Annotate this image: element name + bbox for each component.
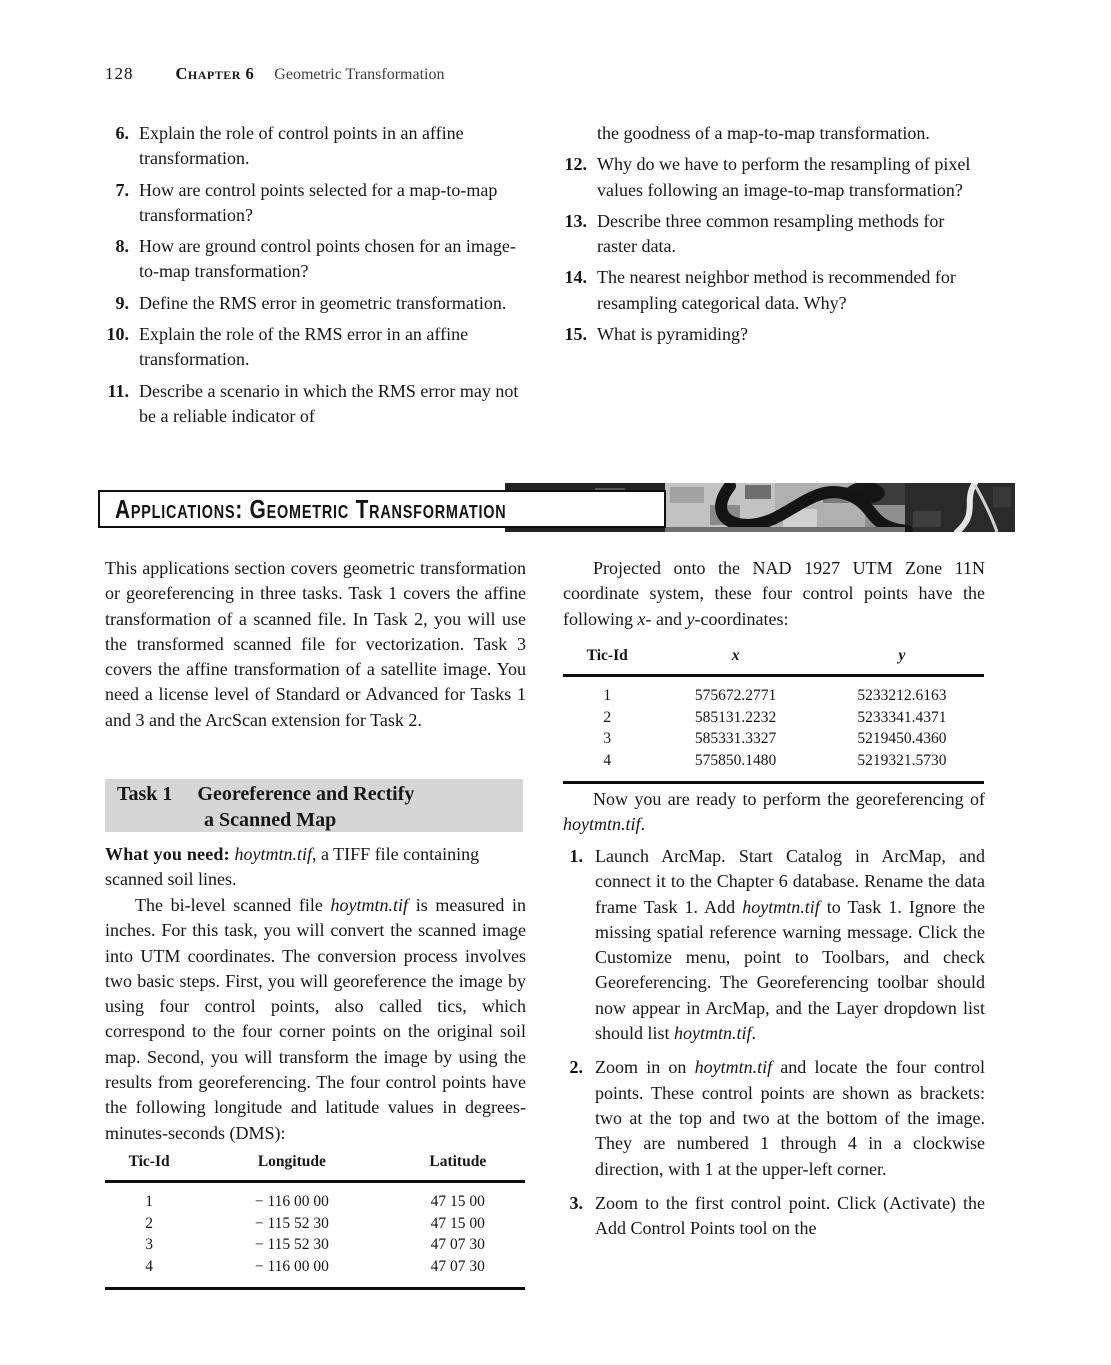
table-header-cell: Longitude [193,1148,390,1182]
page-number: 128 [105,64,134,83]
question-item [105,178,526,229]
question-number: 6. [115,123,129,143]
italic-text: y [898,647,906,664]
table-body [105,1182,525,1289]
step-item [563,1191,985,1242]
utm-coordinates-table [563,642,984,784]
italic-text: x [731,647,740,664]
question-item [563,152,984,203]
table-cell: − 116 00 00 [254,1257,329,1275]
text-segment: Zoom in on [595,1057,695,1078]
table-header-row [563,642,984,676]
question-item [105,121,526,172]
question-number: 15. [564,324,587,345]
task1-title-line1: Georeference and Rectify [197,783,415,805]
table-header-cell [651,642,819,676]
italic-text: hoytmtn.tif [330,895,409,915]
georeferencing-ready-paragraph [563,787,985,838]
table-cell: − 115 52 30 [254,1236,329,1253]
question-item [105,234,526,285]
table-header-cell: Tic-Id [563,642,651,676]
table-head [563,642,984,676]
table-cell: 575850.1480 [694,751,777,769]
question-text: Explain the role of the RMS error in an affine transformation. [139,324,469,370]
table-header-cell: Tic-Id [105,1148,193,1182]
scanned-file-paragraph [105,893,526,1146]
italic-text: hoytmtn.tif [742,896,820,917]
table-row [563,728,984,750]
text-segment: Zoom to the first control point. Click (Activate) the Add Control Points tool on the [595,1192,985,1239]
table-row [105,1213,525,1235]
table-row [105,1234,525,1256]
table-header-row [105,1148,525,1182]
table-cell: 3 [603,730,612,747]
step-item [563,1055,985,1181]
table-cell: 5233341.4371 [857,708,947,726]
question-number: 8. [115,236,129,257]
table-cell: 2 [145,1214,153,1232]
question-number: 14. [564,267,587,288]
question-item [105,322,526,373]
question-number: 9. [115,292,129,313]
question-text: Describe three common resampling methods for raster data. [597,210,945,257]
question-item [105,291,526,316]
table-cell: 585331.3327 [694,730,777,747]
question-text: Describe a scenario in which the RMS error may not be a reliable indicator of [139,380,519,426]
italic-text: y [686,608,695,629]
table-cell: 47 07 30 [430,1257,485,1275]
table-cell: 5219450.4360 [857,730,947,747]
text-segment: . [640,814,645,835]
page-header [105,64,445,84]
task1-title-line1-row [117,781,523,807]
question-item [563,209,984,260]
task1-title-line2: a Scanned Map [204,809,337,831]
table-row [563,750,984,783]
what-you-need-paragraph [105,842,526,893]
utm-intro-paragraph [563,556,985,632]
question-number: 10. [106,324,129,345]
table-cell: 1 [145,1193,153,1210]
question-text: Why do we have to perform the resampling of pixel values following an image-to-map transformation? [597,154,971,200]
data-table [563,642,984,784]
italic-text: hoytmtn.tif [674,1023,752,1044]
chapter-label: Chapter 6 [175,64,255,83]
text-segment: to Task 1. Ignore the missing spatial reference warning message. Click the Customize menu, point to Toolbars, and check Georeferencing. The Georeferencing toolbar should now appear in ArcMap, and the Layer dropdown list should list [595,896,985,1044]
table-head [105,1148,525,1182]
text-segment: and locate the four control points. These control points are shown as brackets: two at the top and two at the bottom of the image. They are numbered 1 through 4 in a clockwise direction, with 1 at the upper-left corner. [595,1057,985,1179]
question-number: 7. [115,179,129,200]
table-cell: 4 [603,751,612,769]
italic-text: hoytmtn.tif [694,1057,773,1078]
table-cell: 47 15 00 [430,1193,485,1210]
question-text: How are ground control points chosen for an image-to-map transformation? [139,236,516,282]
applications-banner-title: Applications: Geometric Transformation [115,493,507,524]
question-text: Explain the role of control points in an affine transformation. [139,123,464,169]
text-segment: is measured in inches. For this task, you will convert the scanned image into UTM coordinates. The conversion process involves two basic steps. First, you will georeference the image by using four control points, also called tics, which correspond to the four corner points on the original soil map. Second, you will transform the image by using the results from georeferencing. The four control points have the following longitude and latitude values in degrees-minutes-seconds (DMS): [105,895,526,1143]
question-text: Define the RMS error in geometric transformation. [139,292,507,313]
table-body [563,676,984,783]
table-cell: − 115 52 30 [254,1214,329,1232]
table-cell: 47 15 00 [430,1214,485,1232]
table-cell: 3 [145,1236,153,1253]
bold-text: What you need: [105,844,235,864]
question-text: the goodness of a map-to-map transformation. [597,123,930,143]
step-text [595,1191,985,1242]
table-cell: 1 [603,687,612,704]
table-row [105,1256,525,1289]
steps-list [563,844,985,1250]
question-number [563,121,597,146]
table-header-cell [820,642,984,676]
step-number: 1. [569,846,583,866]
question-text: The nearest neighbor method is recommended for resampling categorical data. Why? [597,267,956,313]
table-header-cell: Latitude [391,1148,525,1182]
italic-text: x [637,608,646,629]
step-item [563,844,985,1046]
table-row [563,676,984,707]
question-item [563,121,984,146]
text-segment: , a TIFF file containing scanned soil lines. [105,844,480,890]
text-segment: Now you are ready to perform the georeferencing of [593,789,985,809]
applications-banner [98,490,666,528]
table-cell: 4 [145,1257,153,1275]
applications-intro-paragraph: This applications section covers geometric transformation or georeferencing in three tasks. Task 1 covers the affine transformation of a scanned file. In Task 2, you will use the transformed scanned file for vectorization. Task 3 covers the affine transformation of a satellite image. You need a license level of Standard or Advanced for Tasks 1 and 3 and the ArcScan extension for Task 2. [105,558,526,730]
question-item [105,379,526,430]
question-text: How are control points selected for a map-to-map transformation? [139,179,498,225]
question-item [563,265,984,316]
text-segment: The bi-level scanned file [135,895,331,915]
question-number: 13. [564,210,587,231]
question-number: 12. [564,154,587,175]
text-segment: - and [645,608,687,629]
step-text [595,844,985,1046]
chapter-title: Geometric Transformation [274,66,445,83]
data-table [105,1148,525,1290]
text-segment: Projected onto the NAD 1927 UTM Zone 11N coordinate system, these four control points have the following [563,558,985,629]
table-cell: 5219321.5730 [857,751,947,769]
table-row [563,707,984,729]
questions-right-column [563,121,984,353]
table-cell: − 116 00 00 [254,1193,329,1210]
italic-text: hoytmtn.tif [234,844,313,864]
question-text: What is pyramiding? [597,324,748,345]
questions-left-column [105,121,526,435]
text-segment: . [751,1023,757,1044]
table-cell: 575672.2771 [694,687,777,704]
question-item [563,322,984,347]
table-cell: 2 [603,708,612,726]
question-number: 11. [107,380,129,401]
task1-header-box [105,779,523,832]
step-number: 3. [569,1192,583,1213]
italic-text: hoytmtn.tif [563,814,641,835]
task1-label: Task 1 [117,783,173,805]
table-row [105,1182,525,1213]
table-cell: 5233212.6163 [857,687,947,704]
table-cell: 47 07 30 [430,1236,485,1253]
text-segment: -coordinates: [694,608,789,629]
text-segment: Launch ArcMap. Start Catalog in ArcMap, and connect it to the Chapter 6 database. Rename the data frame Task 1. Add [595,846,985,917]
step-number: 2. [569,1057,583,1078]
table-cell: 585131.2232 [694,708,777,726]
dms-coordinates-table [105,1148,525,1290]
step-text [595,1055,985,1181]
